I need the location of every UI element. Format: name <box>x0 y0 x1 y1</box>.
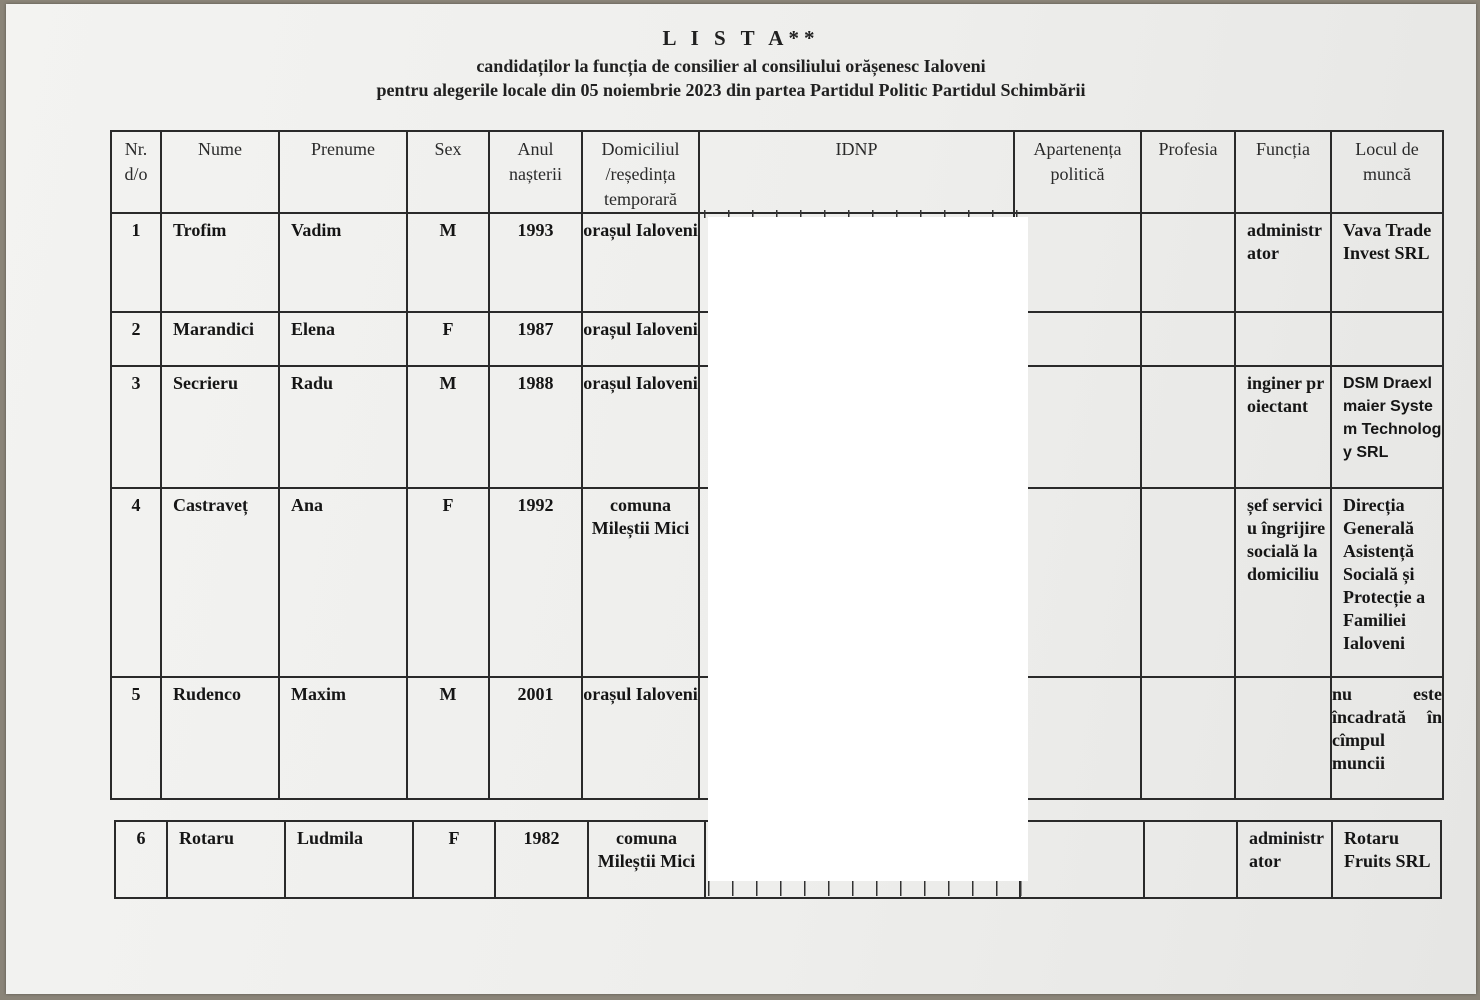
cell-apartenenta <box>1020 821 1144 898</box>
cell-functia: administrator <box>1237 821 1332 898</box>
cell-prenume: Maxim <box>279 677 407 799</box>
cell-anul: 1987 <box>489 312 582 366</box>
cell-anul: 1988 <box>489 366 582 488</box>
cell-nume: Rudenco <box>161 677 279 799</box>
cell-sex: F <box>407 312 489 366</box>
table-header-row <box>111 131 1443 213</box>
cell-sex: M <box>407 366 489 488</box>
cell-functia: șef serviciu îngrijire socială la domiciliu <box>1235 488 1331 677</box>
cell-anul: 1992 <box>489 488 582 677</box>
cell-domiciliul: orașul Ialoveni <box>582 312 699 366</box>
cell-locul: Direcția Generală Asistență Socială și Protecție a Familiei Ialoveni <box>1331 488 1443 677</box>
cell-domiciliul: comuna Mileștii Mici <box>588 821 705 898</box>
cell-nume: Rotaru <box>167 821 285 898</box>
cell-prenume: Radu <box>279 366 407 488</box>
cell-profesia <box>1144 821 1237 898</box>
cell-apartenenta <box>1014 366 1141 488</box>
document-page <box>6 4 1476 994</box>
cell-apartenenta <box>1014 213 1141 312</box>
cell-sex: F <box>407 488 489 677</box>
cell-nr: 6 <box>115 821 167 898</box>
cell-anul: 1982 <box>495 821 588 898</box>
col-header-nr: Nr. d/o <box>111 131 161 213</box>
col-header-domiciliul: Domiciliul /reședința temporară <box>582 131 699 213</box>
cell-domiciliul: comuna Mileștii Mici <box>582 488 699 677</box>
cell-nume: Castraveț <box>161 488 279 677</box>
cell-profesia <box>1141 488 1235 677</box>
col-header-functia: Funcția <box>1235 131 1331 213</box>
cell-apartenenta <box>1014 677 1141 799</box>
cell-prenume: Elena <box>279 312 407 366</box>
cell-locul: Rotaru Fruits SRL <box>1332 821 1441 898</box>
cell-nr: 3 <box>111 366 161 488</box>
col-header-idnp: IDNP <box>699 131 1014 213</box>
cell-nr: 4 <box>111 488 161 677</box>
cell-profesia <box>1141 312 1235 366</box>
cell-locul: nu este încadrată în cîmpul muncii <box>1331 677 1443 799</box>
cell-functia <box>1235 312 1331 366</box>
cell-locul: DSM Draexlmaier System Technology SRL <box>1331 366 1443 488</box>
cell-profesia <box>1141 213 1235 312</box>
col-header-prenume: Prenume <box>279 131 407 213</box>
document-subtitle-line1: candidaților la funcția de consilier al consiliului orășenesc Ialoveni <box>476 56 986 76</box>
cell-sex: M <box>407 677 489 799</box>
col-header-sex: Sex <box>407 131 489 213</box>
redaction-block <box>708 217 1028 881</box>
cell-anul: 2001 <box>489 677 582 799</box>
col-header-anul: Anul nașterii <box>489 131 582 213</box>
cell-sex: M <box>407 213 489 312</box>
cell-nr: 2 <box>111 312 161 366</box>
cell-apartenenta <box>1014 488 1141 677</box>
cell-functia <box>1235 677 1331 799</box>
cell-domiciliul: orașul Ialoveni <box>582 366 699 488</box>
col-header-nume: Nume <box>161 131 279 213</box>
cell-functia: inginer proiectant <box>1235 366 1331 488</box>
cell-locul <box>1331 312 1443 366</box>
cell-nume: Secrieru <box>161 366 279 488</box>
col-header-locul: Locul de muncă <box>1331 131 1443 213</box>
cell-functia: administrator <box>1235 213 1331 312</box>
cell-profesia <box>1141 677 1235 799</box>
cell-nume: Marandici <box>161 312 279 366</box>
cell-profesia <box>1141 366 1235 488</box>
cell-prenume: Vadim <box>279 213 407 312</box>
cell-prenume: Ana <box>279 488 407 677</box>
cell-prenume: Ludmila <box>285 821 413 898</box>
cell-domiciliul: orașul Ialoveni <box>582 213 699 312</box>
cell-nume: Trofim <box>161 213 279 312</box>
cell-domiciliul: orașul Ialoveni <box>582 677 699 799</box>
cell-sex: F <box>413 821 495 898</box>
cell-apartenenta <box>1014 312 1141 366</box>
document-title: L I S T A** <box>662 26 820 50</box>
cell-nr: 1 <box>111 213 161 312</box>
col-header-apartenenta: Apartenența politică <box>1014 131 1141 213</box>
cell-nr: 5 <box>111 677 161 799</box>
col-header-profesia: Profesia <box>1141 131 1235 213</box>
cell-locul: Vava Trade Invest SRL <box>1331 213 1443 312</box>
document-subtitle-line2: pentru alegerile locale din 05 noiembrie 2023 din partea Partidul Politic Partidul Schimbării <box>376 80 1086 100</box>
cell-anul: 1993 <box>489 213 582 312</box>
